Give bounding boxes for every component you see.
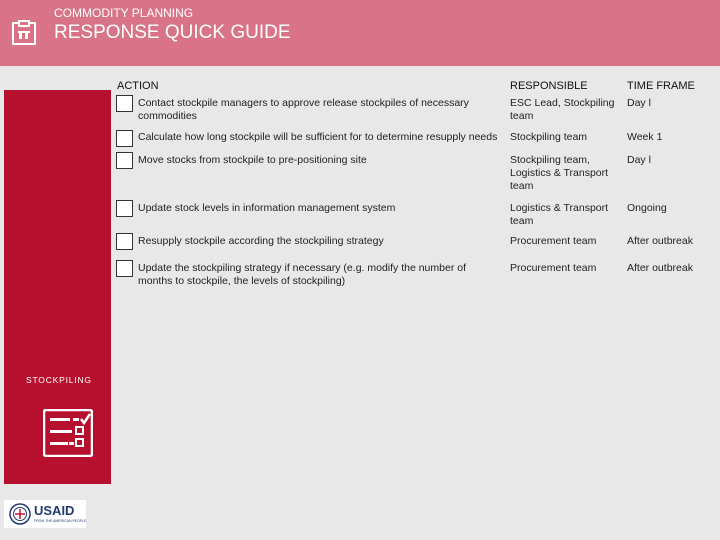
timeframe-text: Week 1 <box>627 131 663 143</box>
action-text: Update the stockpiling strategy if necessary (e.g. modify the number of months to stockpile, the levels of stockpiling) <box>138 262 466 287</box>
row-checkbox[interactable] <box>116 260 133 277</box>
category-label: STOCKPILING <box>26 375 92 385</box>
responsible-text: ESC Lead, Stockpiling team <box>510 97 615 122</box>
row-checkbox[interactable] <box>116 152 133 169</box>
seal-icon <box>9 503 31 525</box>
timeframe-text: Day l <box>627 154 651 166</box>
responsible-text: Logistics & Transport team <box>510 202 609 227</box>
header-bar <box>0 0 720 66</box>
timeframe-text: Day l <box>627 97 651 109</box>
action-text: Update stock levels in information management system <box>138 202 396 214</box>
timeframe-text: Ongoing <box>627 202 667 214</box>
timeframe-text: After outbreak <box>627 262 693 274</box>
column-header-timeframe: TIME FRAME <box>627 80 695 92</box>
usaid-logo <box>4 500 86 528</box>
category-sidebar <box>4 90 111 484</box>
logo-tagline: FROM THE AMERICAN PEOPLE <box>34 519 87 523</box>
row-checkbox[interactable] <box>116 200 133 217</box>
action-text: Contact stockpile managers to approve release stockpiles of necessary commodities <box>138 97 469 122</box>
logo-wordmark: USAID <box>34 503 75 518</box>
responsible-text: Procurement team <box>510 235 597 247</box>
responsible-text: Stockpiling team <box>510 131 588 143</box>
column-header-responsible: RESPONSIBLE <box>510 80 588 92</box>
checklist-icon <box>43 409 93 457</box>
row-checkbox[interactable] <box>116 233 133 250</box>
timeframe-text: After outbreak <box>627 235 693 247</box>
column-header-action: ACTION <box>117 80 159 92</box>
row-checkbox[interactable] <box>116 130 133 147</box>
row-checkbox[interactable] <box>116 95 133 112</box>
action-text: Resupply stockpile according the stockpiling strategy <box>138 235 384 247</box>
header-subtitle: COMMODITY PLANNING <box>54 6 194 20</box>
page-title: RESPONSE QUICK GUIDE <box>54 22 291 43</box>
responsible-text: Procurement team <box>510 262 597 274</box>
responsible-text: Stockpiling team, Logistics & Transport team <box>510 154 609 192</box>
action-text: Move stocks from stockpile to pre-positioning site <box>138 154 367 166</box>
action-text: Calculate how long stockpile will be sufficient for to determine resupply needs <box>138 131 498 143</box>
clipboard-icon <box>11 20 37 46</box>
